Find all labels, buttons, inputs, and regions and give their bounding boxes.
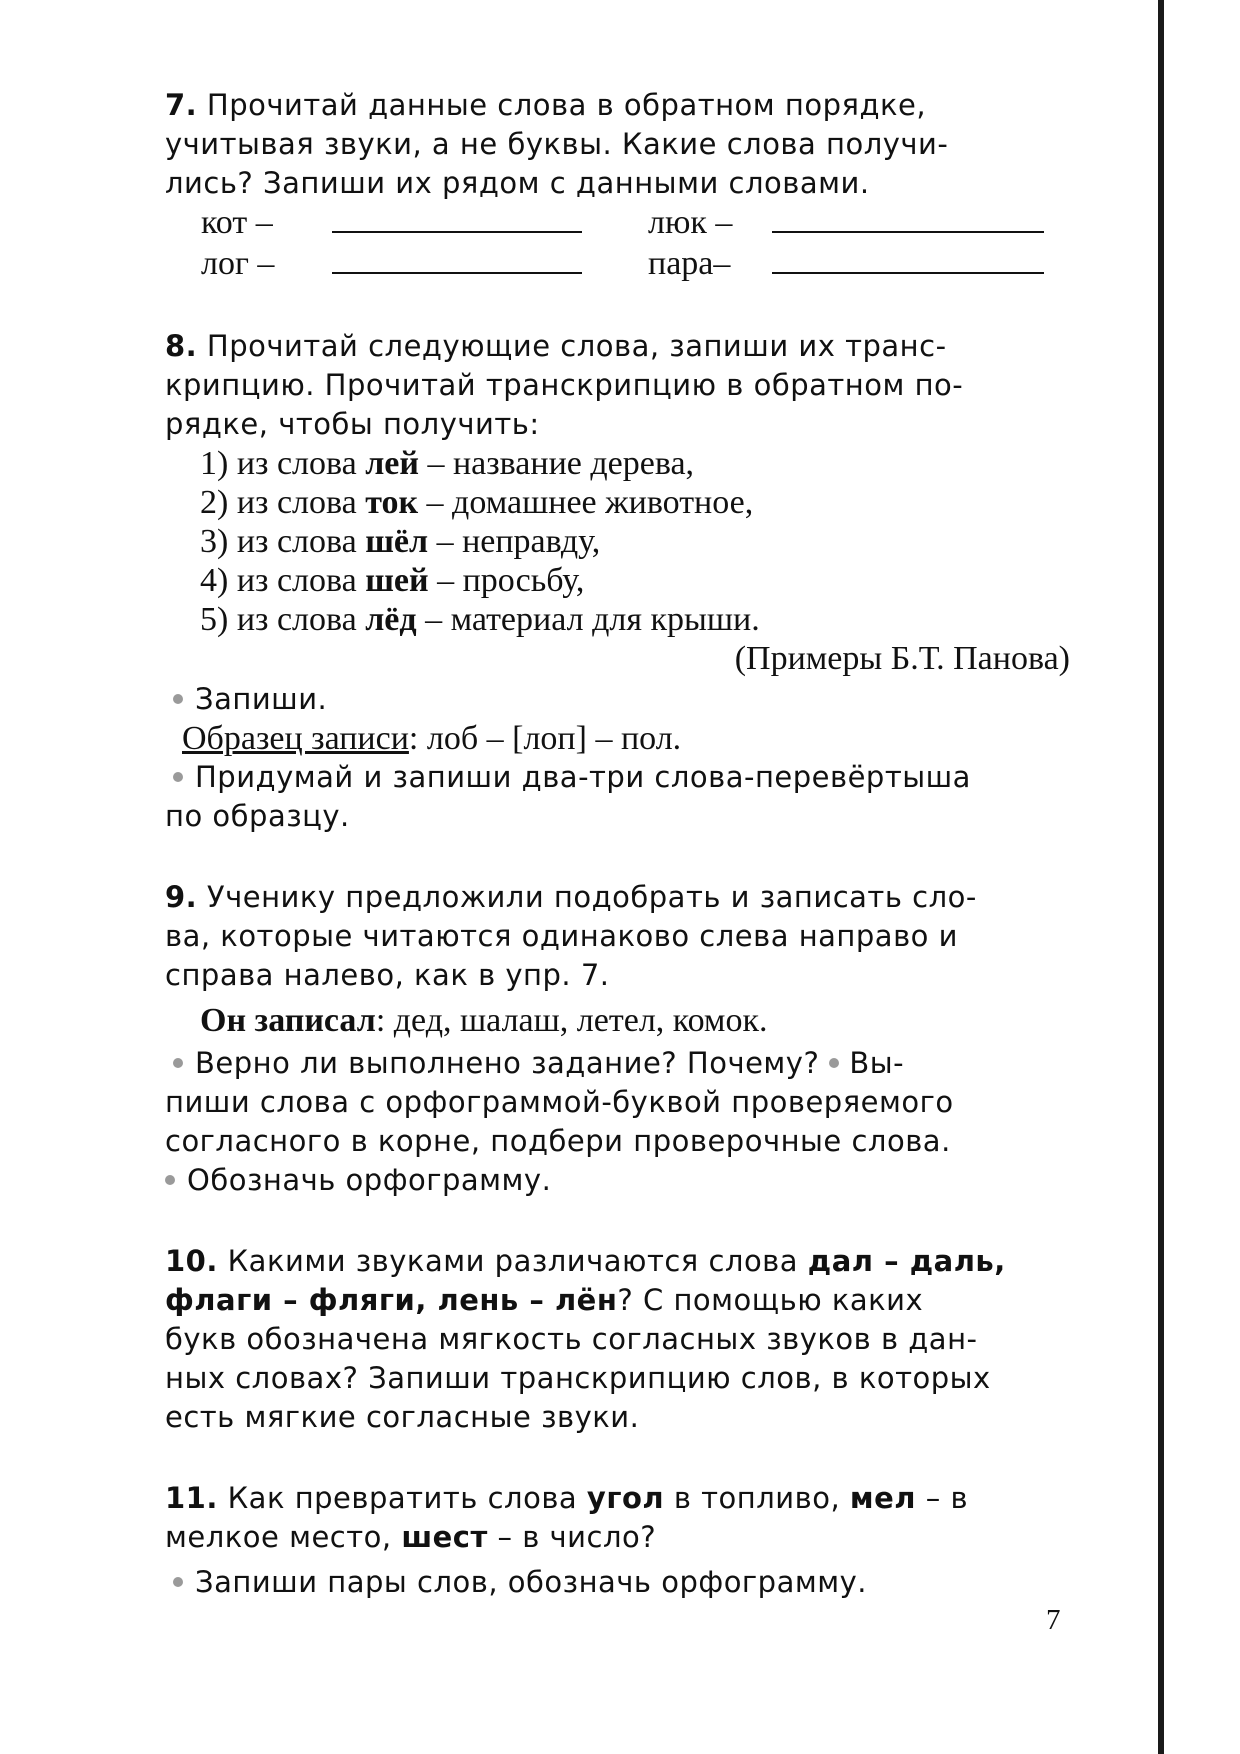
task-8 [165,327,1070,444]
task-11-number: 11. [165,1481,218,1515]
task-11: 11. Как превратить слова угол в топливо, мел – в мелкое место, шест – в число? Запиши пары слов, обозначь орфограмму. [165,1479,1070,1602]
task-9-line-2: ва, которые читаются одинаково слева направо и [165,919,958,953]
task-11-line-1: 11. Как превратить слова угол в топливо, мел – в [165,1481,969,1515]
task-7-number: 7. [165,88,198,122]
bullet-icon [173,1058,183,1068]
task-9 [165,878,1070,995]
task-10-number: 10. [165,1244,218,1278]
list-item: 1) из слова лей – название дерева, [200,445,695,482]
task-8-bullet-2: Придумай и запиши два-три слова-перевёртыша по образцу. [165,760,971,833]
answer-blank[interactable] [332,246,582,274]
task-9-bullets: Верно ли выполнено задание? Почему? Вы- пиши слова с орфограммой-буквой проверяемого согласного в корне, подбери проверочные слова. Обозначь орфограмму. [165,1046,954,1197]
task-7-line-2: учитывая звуки, а не буквы. Какие слова получи- [165,127,949,161]
task-8-line-1: 8. Прочитай следующие слова, запиши их транс- [165,329,947,363]
list-item: 3) из слова шёл – неправду, [200,523,601,560]
task-10-line-2: флаги – фляги, лень – лён? С помощью каких [165,1283,924,1317]
task-7-pairs [165,203,1070,285]
attribution: (Примеры Б.Т. Панова) [734,640,1070,677]
task-10-line-3: букв обозначена мягкость согласных звуков в дан- [165,1322,978,1356]
pair-row [165,244,1070,285]
task-8-number: 8. [165,329,198,363]
task-11-line-2: мелкое место, шест – в число? [165,1520,657,1554]
task-10 [165,1242,1070,1437]
task-10-line-1: 10. Какими звуками различаются слова дал – даль, [165,1244,1006,1278]
textbook-page [165,86,1070,1602]
pair-right-word: люк – [648,204,733,241]
pair-left-word: кот – [201,204,273,241]
list-item: 4) из слова шей – просьбу, [200,562,585,599]
task-7-line-1: 7. Прочитай данные слова в обратном порядке, [165,88,927,122]
task-10-line-5: есть мягкие согласные звуки. [165,1400,640,1434]
bullet-icon [173,1577,183,1587]
task-7 [165,86,1070,203]
task-9-line-1: 9. Ученику предложили подобрать и записать сло- [165,880,977,914]
bullet-icon [173,694,183,704]
bullet-icon [829,1058,839,1068]
sample-label: Образец записи [182,720,409,757]
page-number: 7 [1046,1604,1061,1636]
pair-right-word: пара– [648,245,731,282]
task-8-line-2: крипцию. Прочитай транскрипцию в обратном по- [165,368,964,402]
list-item: 2) из слова ток – домашнее животное, [200,484,754,521]
pair-left-word: лог – [201,245,275,282]
answer-blank[interactable] [772,205,1044,233]
task-9-answer: Он записал: дед, шалаш, летел, комок. [200,1002,768,1039]
task-10-line-4: ных словах? Запиши транскрипцию слов, в которых [165,1361,991,1395]
task-9-number: 9. [165,880,198,914]
task-9-line-3: справа налево, как в упр. 7. [165,958,610,992]
page-binding-edge [1158,0,1164,1754]
task-8-list [165,444,1070,678]
task-8-line-3: рядке, чтобы получить: [165,407,540,441]
task-8-bullet-1: Запиши. [165,680,1070,719]
answer-blank[interactable] [332,205,582,233]
bullet-icon [165,1175,175,1185]
task-7-line-3: лись? Запиши их рядом с данными словами. [165,166,870,200]
answer-blank[interactable] [772,246,1044,274]
bullet-icon [173,772,183,782]
sample-line: Образец записи: лоб – [лоп] – пол. [182,720,682,757]
answer-label: Он записал [200,1002,376,1039]
pair-row [165,203,1070,244]
list-item: 5) из слова лёд – материал для крыши. [200,601,760,638]
